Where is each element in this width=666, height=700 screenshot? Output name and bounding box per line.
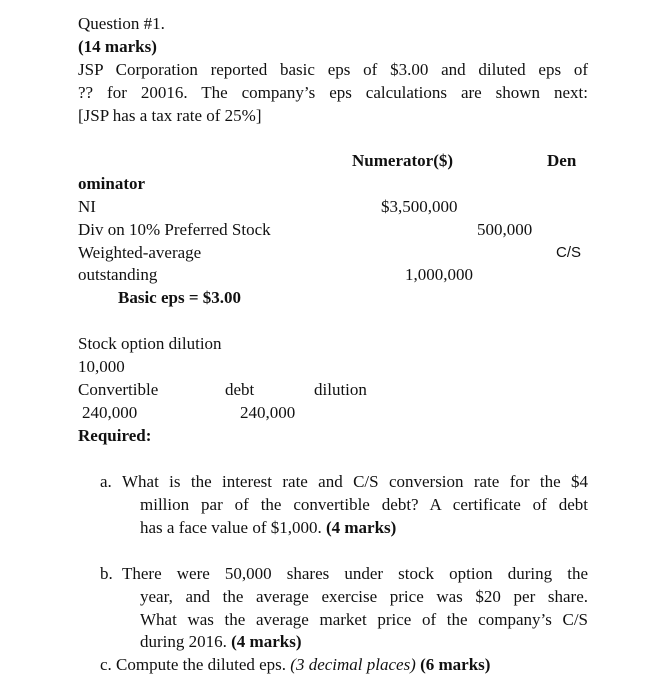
outstanding-label: outstanding (78, 265, 158, 284)
intro-line-2: ?? for 20016. The company’s eps calculations are shown next: (78, 83, 588, 102)
item-a-line-2: million par of the convertible debt? A certificate of debt (140, 495, 588, 514)
convertible-word-3: dilution (314, 380, 367, 399)
item-b-marker: b. (100, 564, 113, 583)
denominator-header: Den (547, 151, 577, 170)
item-c-marks: (6 marks) (420, 655, 491, 674)
numerator-header: Numerator($) (352, 151, 454, 170)
outstanding-value: 1,000,000 (405, 265, 473, 284)
item-a-marker: a. (100, 472, 112, 491)
denominator-header-cont: ominator (78, 174, 146, 193)
intro-line-3: [JSP has a tax rate of 25%] (78, 106, 262, 125)
ni-numerator: $3,500,000 (381, 197, 458, 216)
item-b-text: during 2016. (140, 632, 227, 651)
intro-line-1: JSP Corporation reported basic eps of $3.00 and diluted eps of (78, 60, 588, 79)
item-b-line-2: year, and the average exercise price was $20 per share. (140, 587, 588, 606)
item-c-text: Compute the diluted eps. (116, 655, 287, 674)
item-a-marks: (4 marks) (325, 518, 397, 537)
question-marks: (14 marks) (78, 37, 157, 56)
stock-option-value: 10,000 (78, 357, 125, 376)
item-b-marks: (4 marks) (231, 632, 302, 651)
item-a-line-1: What is the interest rate and C/S conversion rate for the $4 (122, 472, 588, 491)
item-b-line-3: What was the average market price of the company’s C/S (140, 610, 588, 629)
item-a-text: has a face value of $1,000. (140, 518, 322, 537)
item-b-line-4 (140, 631, 302, 653)
weighted-average-label: Weighted-average (78, 243, 202, 262)
stock-option-label: Stock option dilution (78, 334, 222, 353)
convertible-word-1: Convertible (78, 380, 159, 399)
basic-eps: Basic eps = $3.00 (118, 288, 242, 307)
item-a-line-3 (140, 517, 396, 539)
convertible-word-2: debt (225, 380, 255, 399)
convertible-value-a: 240,000 (82, 403, 138, 422)
ni-label: NI (78, 197, 96, 216)
required-label: Required: (78, 426, 152, 445)
question-title: Question #1. (78, 14, 165, 33)
preferred-label: Div on 10% Preferred Stock (78, 220, 271, 239)
item-c-marker: c. (100, 655, 112, 674)
item-c-italic: (3 decimal places) (290, 655, 416, 674)
item-b-line-1: There were 50,000 shares under stock option during the (122, 564, 588, 583)
convertible-value-b: 240,000 (240, 403, 296, 422)
cs-label: C/S (556, 244, 582, 261)
item-c-line (100, 654, 490, 676)
preferred-value: 500,000 (477, 220, 533, 239)
